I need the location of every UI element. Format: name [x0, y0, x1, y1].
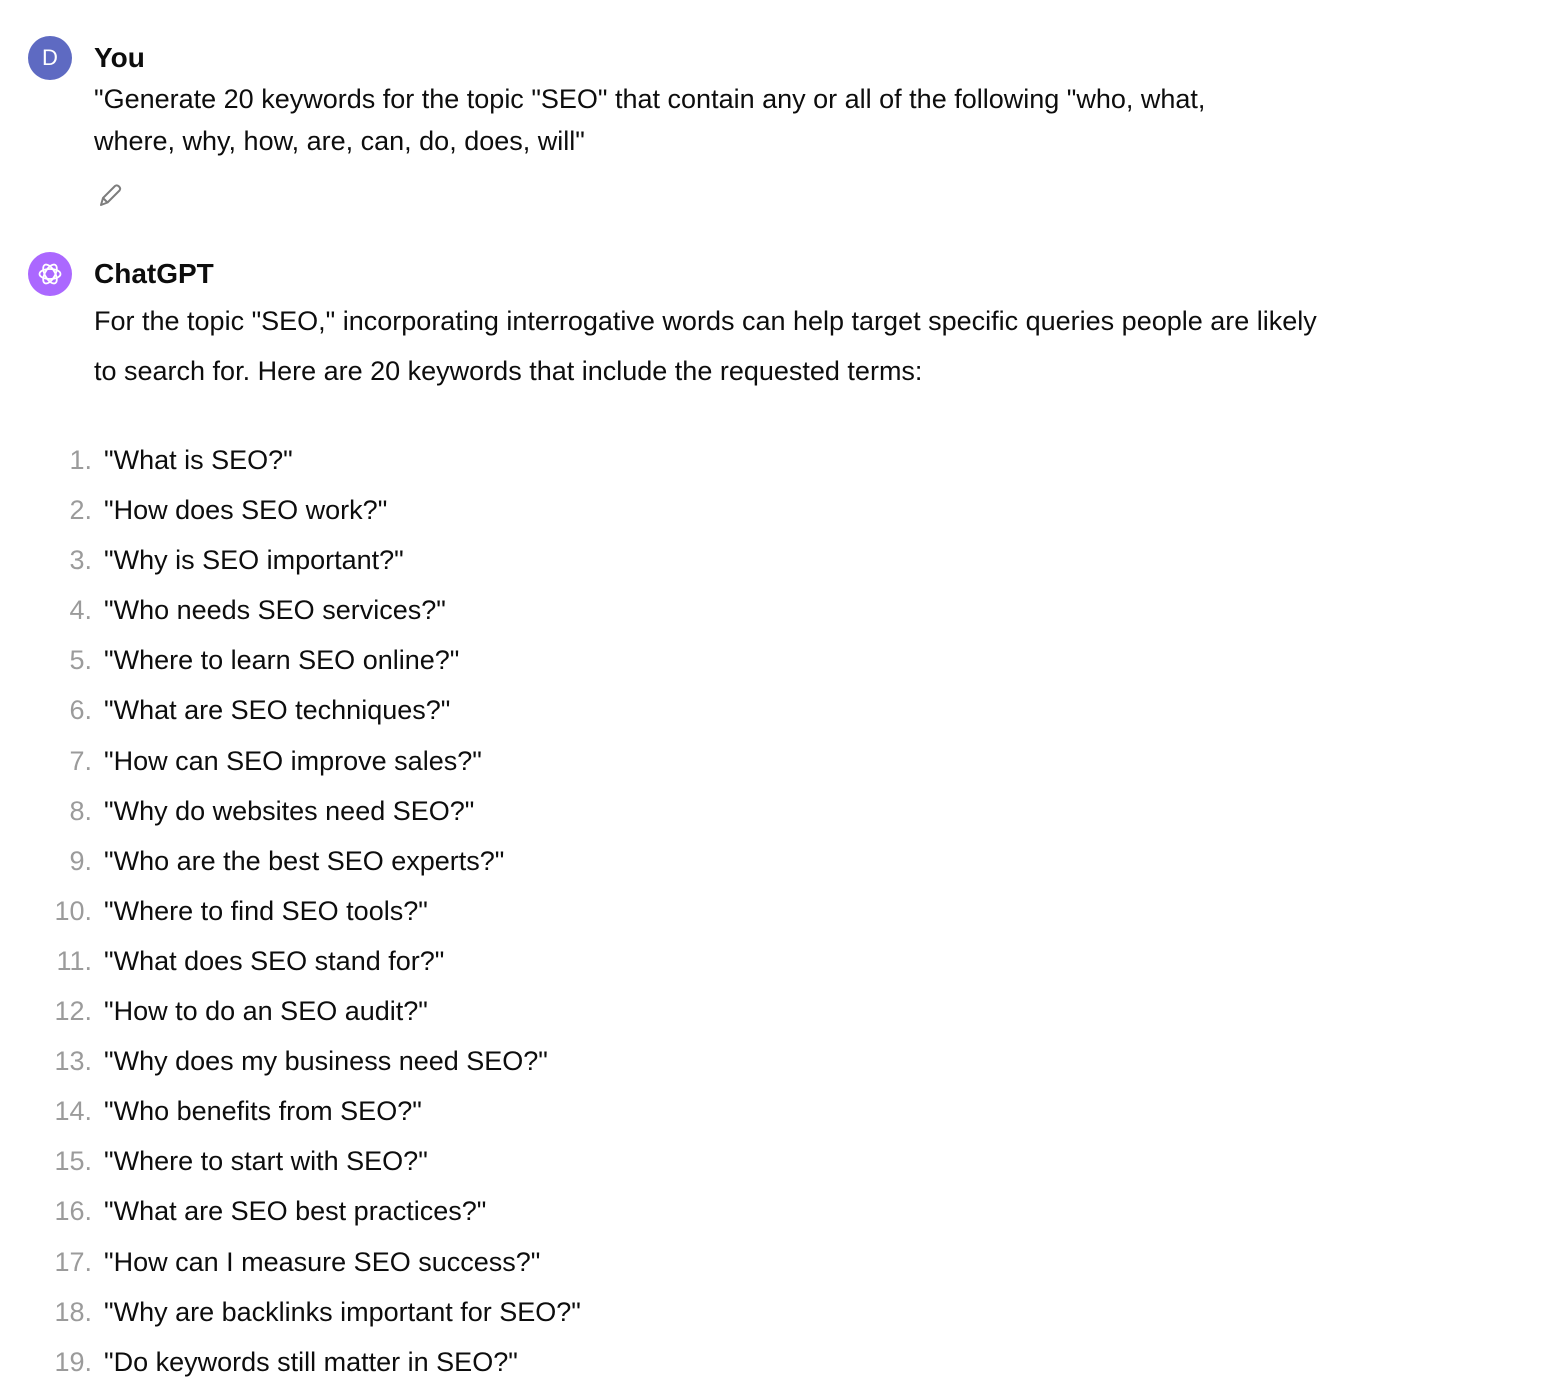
user-avatar[interactable]: [28, 36, 72, 80]
list-item-number: 8.: [69, 795, 92, 826]
list-item-text: "What are SEO best practices?": [104, 1196, 487, 1227]
list-item-number: 13.: [54, 1046, 92, 1077]
pencil-icon[interactable]: [94, 180, 126, 212]
list-item-number: 10.: [54, 895, 92, 926]
list-item-number: 6.: [69, 695, 92, 726]
user-message-text: "Generate 20 keywords for the topic "SEO" that contain any or all of the following "who, what, where, why, how, are, can, do, does, will": [94, 84, 1206, 156]
list-item-number: 17.: [54, 1246, 92, 1277]
list-item-text: "Where to learn SEO online?": [104, 645, 460, 676]
list-item-text: "Why is SEO important?": [104, 545, 404, 576]
list-item-text: "How can I measure SEO success?": [104, 1246, 541, 1277]
list-item-number: 4.: [69, 595, 92, 626]
list-item-number: 2.: [69, 495, 92, 526]
list-item-text: "Who benefits from SEO?": [104, 1096, 422, 1127]
list-item-text: "What is SEO?": [104, 445, 293, 475]
list-item-number: 7.: [69, 745, 92, 776]
user-author-name: You: [94, 42, 145, 73]
list-item-text: "Why does my business need SEO?": [104, 1046, 548, 1077]
list-item-text: "Why do websites need SEO?": [104, 795, 475, 826]
list-item-number: 3.: [69, 545, 92, 576]
list-item-number: 1.: [69, 445, 92, 475]
list-item-text: "Who needs SEO services?": [104, 595, 446, 626]
list-item-text: "How does SEO work?": [104, 495, 388, 526]
list-item-number: 5.: [69, 645, 92, 676]
list-item-number: 18.: [54, 1296, 92, 1327]
list-item-text: "Who are the best SEO experts?": [104, 845, 505, 876]
list-item-text: "Where to find SEO tools?": [104, 895, 428, 926]
list-item-number: 19.: [54, 1346, 92, 1377]
list-item-number: 16.: [54, 1196, 92, 1227]
openai-logo-icon: [28, 252, 72, 296]
list-item-number: 9.: [69, 845, 92, 876]
list-item-text: "Do keywords still matter in SEO?": [104, 1346, 518, 1377]
list-item-number: 15.: [54, 1146, 92, 1177]
list-item-text: "What are SEO techniques?": [104, 695, 451, 726]
list-item-number: 11.: [56, 945, 92, 976]
list-item-text: "How can SEO improve sales?": [104, 745, 482, 776]
assistant-author-name: ChatGPT: [94, 258, 214, 289]
list-item-text: "Where to start with SEO?": [104, 1146, 428, 1177]
list-item-number: 12.: [54, 996, 92, 1027]
list-item-number: 14.: [54, 1096, 92, 1127]
list-item-text: "Why are backlinks important for SEO?": [104, 1296, 581, 1327]
list-item-text: "What does SEO stand for?": [104, 945, 445, 976]
user-avatar-initial: D: [42, 45, 58, 70]
assistant-intro-text: For the topic "SEO," incorporating interrogative words can help target specific queries people are likely to search for. Here are 20 keywords that include the requested terms:: [94, 306, 1317, 386]
list-item-text: "How to do an SEO audit?": [104, 996, 428, 1027]
